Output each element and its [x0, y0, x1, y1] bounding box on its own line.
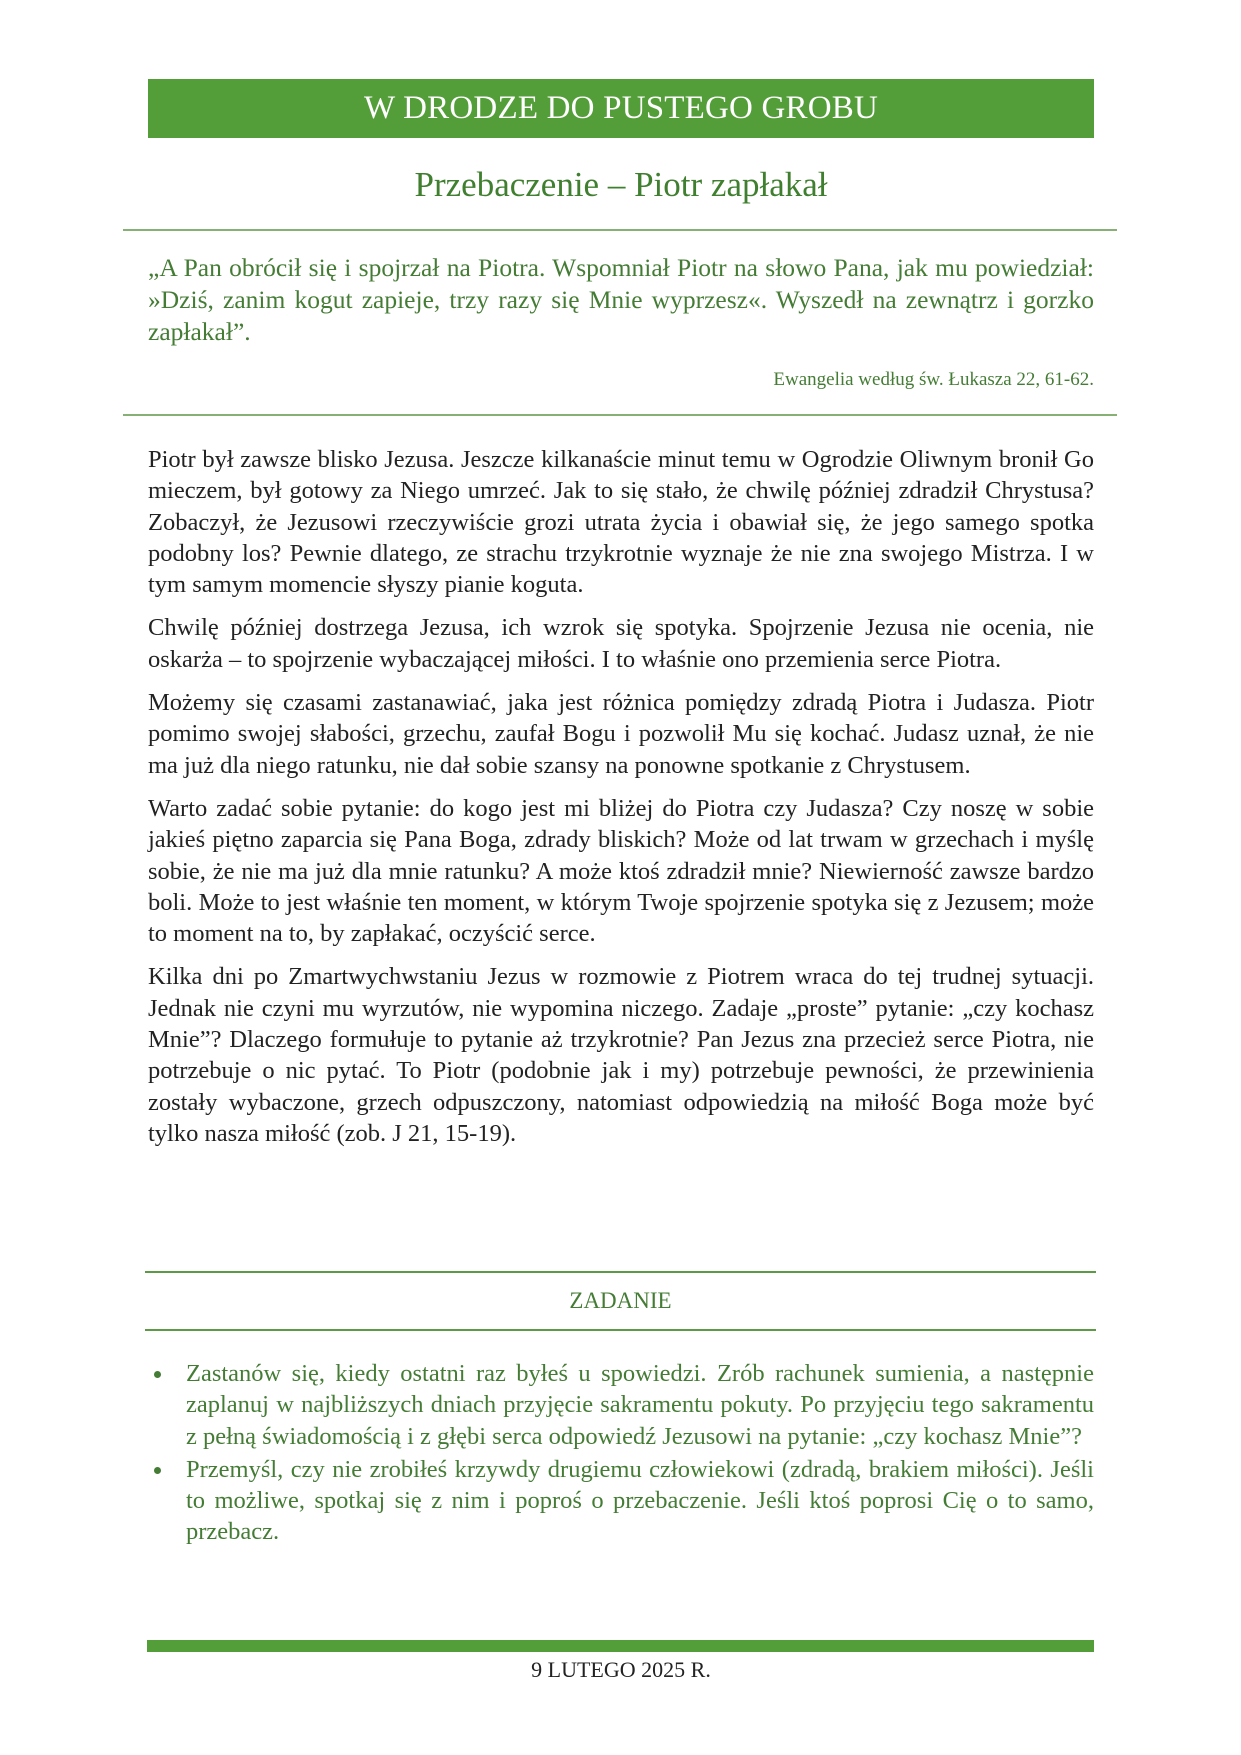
- header-title: W DRODZE DO PUSTEGO GROBU: [363, 90, 879, 126]
- task-item-text: Zastanów się, kiedy ostatni raz byłeś u spowiedzi. Zrób rachunek sumienia, a następnie zaplanuj w najbliższych dniach przyjęcie sakramentu pokuty. Po przyjęciu tego sakramentu z pełną świadomością i z głębi serca odpowiedź Jezusowi na pytanie: „czy kochasz Mnie”?: [186, 1360, 1094, 1450]
- bullet-dot-icon: [154, 1467, 161, 1474]
- bullet-dot-icon: [154, 1371, 161, 1378]
- scripture-quote: „A Pan obrócił się i spojrzał na Piotra. Wspomniał Piotr na słowo Pana, jak mu powiedział: »Dziś, zanim kogut zapieje, trzy razy się Mnie wyprzesz«. Wyszedł na zewnątrz i gorzko zapłakał”.: [148, 253, 1094, 346]
- body-paragraph: Chwilę później dostrzega Jezusa, ich wzrok się spotyka. Spojrzenie Jezusa nie ocenia, nie oskarża – to spojrzenie wybaczającej miłości. I to właśnie ono przemienia serce Piotra.: [148, 614, 1094, 673]
- body-paragraph: Możemy się czasami zastanawiać, jaka jest różnica pomiędzy zdradą Piotra i Judasza. Piotr pomimo swojej słabości, grzechu, zaufał Bogu i pozwolił Mu się kochać. Judasz uznał, że nie ma już dla niego ratunku, nie dał sobie szansy na ponowne spotkanie z Chrystusem.: [148, 689, 1094, 779]
- footer-date: 9 LUTEGO 2025 R.: [531, 1657, 711, 1682]
- quote-top-divider: [123, 229, 1117, 231]
- task-list: [148, 1358, 1094, 1550]
- quote-bottom-divider: [123, 414, 1117, 416]
- reflection-body: [148, 444, 1094, 1161]
- task-list-item: [148, 1358, 1094, 1452]
- body-paragraph: Warto zadać sobie pytanie: do kogo jest mi bliżej do Piotra czy Judasza? Czy noszę w sobie jakieś piętno zaparcia się Pana Boga, zdrady bliskich? Może od lat trwam w grzechach i myślę sobie, że nie ma już dla mnie ratunku? A może ktoś zdradził mnie? Niewierność zawsze bardzo boli. Może to jest właśnie ten moment, w którym Twoje spojrzenie spotyka się z Jezusem; może to moment na to, by zapłakać, oczyścić serce.: [148, 794, 1094, 948]
- task-bottom-divider: [145, 1329, 1096, 1331]
- page-subtitle: Przebaczenie – Piotr zapłakał: [414, 165, 828, 204]
- body-paragraph: Kilka dni po Zmartwychwstaniu Jezus w rozmowie z Piotrem wraca do tej trudnej sytuacji. Jednak nie czyni mu wyrzutów, nie wypomina niczego. Zadaje „proste” pytanie: „czy kochasz Mnie”? Dlaczego formułuje to pytanie aż trzykrotnie? Pan Jezus zna przecież serce Piotra, nie potrzebuje o nic pytać. To Piotr (podobnie jak i my) potrzebuje pewności, że przewinienia zostały wybaczone, grzech odpuszczony, natomiast odpowiedzią na miłość Boga może być tylko nasza miłość (zob. J 21, 15-19).: [148, 963, 1094, 1147]
- task-list-item: [148, 1454, 1094, 1548]
- footer-bar: [147, 1640, 1094, 1652]
- task-heading: ZADANIE: [569, 1288, 672, 1313]
- body-paragraph: Piotr był zawsze blisko Jezusa. Jeszcze kilkanaście minut temu w Ogrodzie Oliwnym bronił Go mieczem, był gotowy za Niego umrzeć. Jak to się stało, że chwilę później zdradził Chrystusa? Zobaczył, że Jezusowi rzeczywiście grozi utrata życia i obawiał się, że jego samego spotka podobny los? Pewnie dlatego, ze strachu trzykrotnie wyznaje że nie zna swojego Mistrza. I w tym samym momencie słyszy pianie koguta.: [148, 446, 1094, 599]
- scripture-source: Ewangelia według św. Łukasza 22, 61-62.: [773, 369, 1094, 390]
- task-item-text: Przemyśl, czy nie zrobiłeś krzywdy drugiemu człowiekowi (zdradą, brakiem miłości). Jeśli to możliwe, spotkaj się z nim i poproś o przebaczenie. Jeśli ktoś poprosi Cię o to samo, przebacz.: [186, 1455, 1094, 1546]
- task-top-divider: [145, 1271, 1096, 1273]
- header-banner: [148, 79, 1094, 138]
